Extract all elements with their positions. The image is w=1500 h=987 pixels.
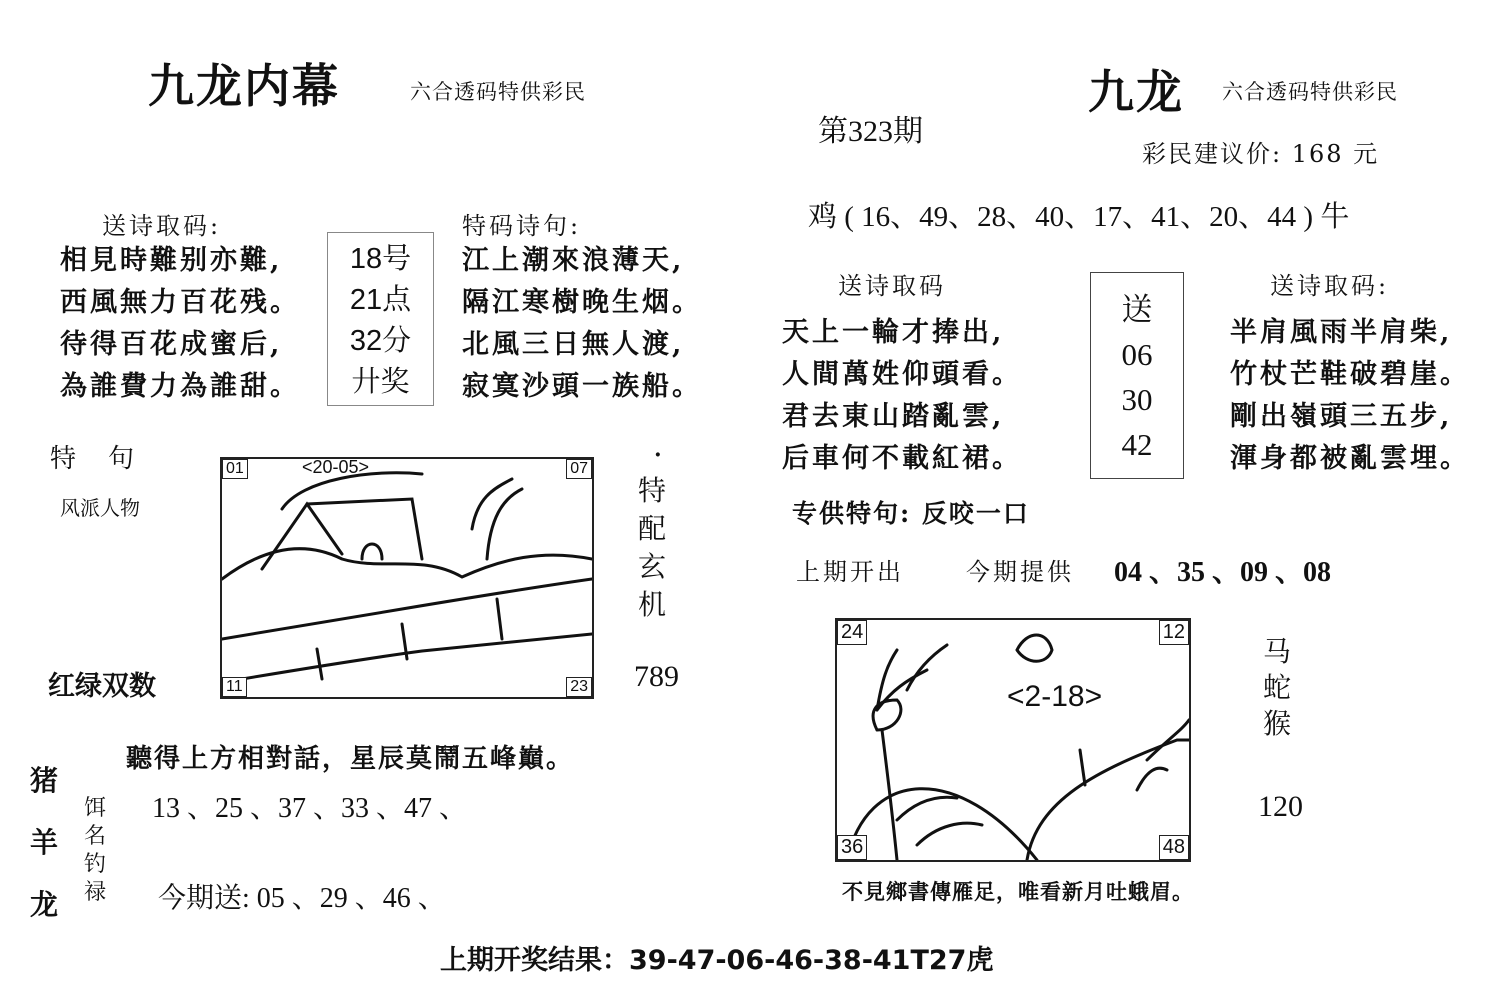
- issue-number: 第323期: [818, 115, 923, 148]
- center-box-line: 21点: [349, 284, 412, 316]
- poem-line: 剛出嶺頭三五步,: [1230, 401, 1453, 432]
- poem-line: 人間萬姓仰頭看。: [782, 359, 1022, 390]
- poem-line: 寂寞沙頭一族船。: [462, 371, 702, 402]
- center-box-line: 18号: [349, 243, 412, 275]
- bait-vertical: [84, 795, 106, 907]
- poem-line: 為誰費力為誰甜。: [60, 371, 300, 402]
- center-box-line: 32分: [349, 325, 412, 357]
- left-title: 九龙内幕: [148, 59, 340, 113]
- left-poem-heading: 送诗取码:: [102, 212, 222, 240]
- picture-corner-number: 11: [222, 677, 247, 697]
- poem-line: 君去東山踏亂雲,: [782, 401, 1005, 432]
- poem-line: 相見時難别亦難,: [60, 245, 283, 276]
- vertical-char: 饵: [84, 796, 107, 821]
- send-box-line: 06: [1121, 337, 1153, 372]
- poem-line: 北風三日無人渡,: [462, 329, 685, 360]
- right-picture-text: <2-18>: [1007, 680, 1103, 713]
- left-picture-text: <20-05>: [302, 457, 370, 477]
- center-number-box: [327, 232, 434, 406]
- right-poem-1: [782, 312, 1022, 480]
- last-issue-label: 上期开出: [796, 558, 904, 586]
- feng-pai-label: 风派人物: [60, 496, 140, 520]
- vertical-char: 玄: [638, 550, 667, 583]
- right-poem-heading-2: 送诗取码:: [1270, 272, 1390, 300]
- last-draw-result: 上期开奖结果：39-47-06-46-38-41T27虎: [440, 945, 994, 976]
- poem-line: 隔江寒樹晚生烟。: [462, 287, 702, 318]
- right-subtitle: 六合透码特供彩民: [1222, 80, 1398, 104]
- left-side-number: 789: [634, 660, 679, 693]
- right-side-vertical: [1263, 634, 1291, 742]
- poem-line: 竹杖芒鞋破碧崖。: [1230, 359, 1470, 390]
- vertical-char: 猪: [30, 764, 59, 797]
- left-poem: [60, 240, 300, 408]
- vertical-char: 猴: [1263, 707, 1292, 740]
- vertical-char: 龙: [30, 888, 59, 921]
- left-picture-frame: [220, 457, 594, 699]
- provide-numbers: 04 、35 、09 、08: [1114, 557, 1332, 588]
- picture-corner-number: 36: [837, 835, 867, 860]
- chicken-row: 鸡 ( 16、49、28、40、17、41、20、44 ) 牛: [808, 201, 1350, 233]
- te-ju-label: 特 句: [50, 444, 138, 474]
- left-side-vertical: [638, 472, 666, 624]
- zodiac-vertical: [30, 750, 58, 936]
- vertical-char: 特: [638, 474, 667, 507]
- special-sentence: 专供特句: 反咬一口: [792, 499, 1030, 528]
- vertical-char: 机: [638, 588, 667, 621]
- left-subtitle: 六合透码特供彩民: [410, 80, 586, 104]
- send-box-line: 42: [1121, 427, 1153, 462]
- poem-line: 渾身都被亂雲埋。: [1230, 443, 1470, 474]
- special-poem: [462, 240, 702, 408]
- right-poem-2: [1230, 312, 1470, 480]
- red-green-label: 红绿双数: [48, 671, 156, 702]
- today-provide-label: 今期提供: [966, 558, 1074, 586]
- picture-corner-number: 07: [566, 459, 592, 479]
- numbers-row: 13 、25 、37 、33 、47 、: [152, 793, 468, 824]
- poem-line: 后車何不載紅裙。: [782, 443, 1022, 474]
- right-picture-frame: [835, 618, 1191, 862]
- vertical-char: 羊: [30, 826, 59, 859]
- hill-sketch: [837, 620, 1189, 860]
- right-caption: 不見鄉書傳雁足，唯看新月吐蛾眉。: [842, 879, 1194, 904]
- special-poem-heading: 特码诗句:: [462, 212, 582, 240]
- center-box-line: 廾奖: [351, 366, 410, 398]
- vertical-char: 配: [638, 512, 667, 545]
- picture-corner-number: 24: [837, 620, 867, 645]
- vertical-char: 蛇: [1263, 671, 1292, 704]
- send-box-line: 送: [1121, 292, 1153, 327]
- picture-corner-number: 23: [566, 677, 592, 697]
- vertical-char: 钓: [84, 852, 107, 877]
- listen-line: 聽得上方相對話，星辰莫鬧五峰巔。: [126, 744, 575, 774]
- poem-line: 半肩風雨半肩柴,: [1230, 317, 1453, 348]
- landscape-sketch: [222, 459, 592, 697]
- right-poem-heading-1: 送诗取码: [838, 272, 946, 300]
- picture-corner-number: 01: [222, 459, 248, 479]
- poem-line: 待得百花成蜜后,: [60, 329, 283, 360]
- vertical-char: 禄: [84, 880, 107, 905]
- right-title: 九龙: [1088, 65, 1184, 119]
- today-send: 今期送: 05 、29 、46 、: [158, 883, 446, 914]
- vertical-char: 马: [1263, 635, 1292, 668]
- side-dot: ·: [654, 442, 662, 468]
- right-side-number: 120: [1258, 790, 1303, 823]
- poem-line: 西風無力百花残。: [60, 287, 300, 318]
- poem-line: 江上潮來浪薄天,: [462, 245, 685, 276]
- price-label: 彩民建议价: 168 元: [1142, 140, 1380, 168]
- send-box-line: 30: [1121, 382, 1153, 417]
- picture-corner-number: 48: [1159, 835, 1189, 860]
- send-number-box: [1090, 272, 1184, 479]
- vertical-char: 名: [84, 824, 107, 849]
- picture-corner-number: 12: [1159, 620, 1189, 645]
- poem-line: 天上一輪才捧出,: [782, 317, 1005, 348]
